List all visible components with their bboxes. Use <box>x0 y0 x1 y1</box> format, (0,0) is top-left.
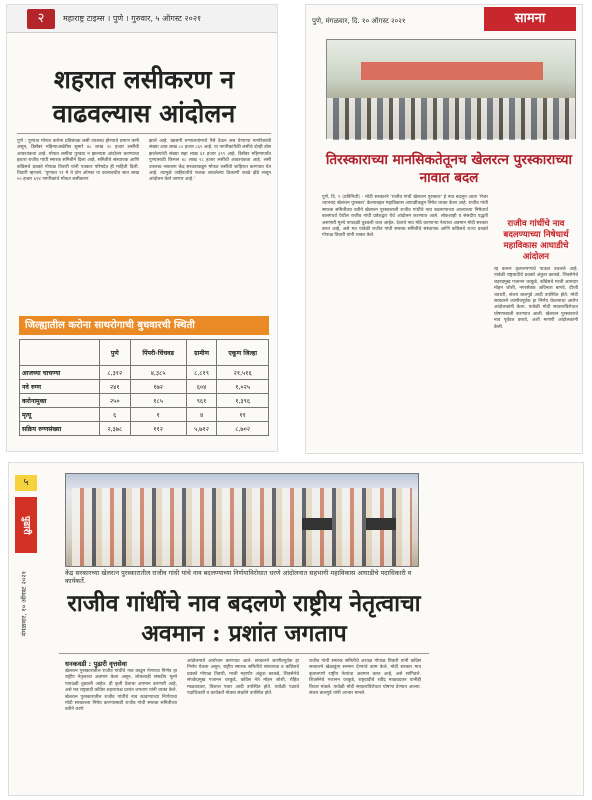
table-cell: ४,३८५ <box>130 366 186 380</box>
table-cell: ११२ <box>130 422 186 436</box>
placard-graphic <box>302 518 332 530</box>
masthead-logo: पुढारी <box>15 497 37 553</box>
article-column-2: रद्द करून कृतघ्नपणाचे पाऊल उचलले आहे. यावेळी राष्ट्रवादीचे प्रवक्ते अंकुश काकडे, शिवसेनेचे शहरप्रमुख गजानन थरकुडे, काँग्रेसचे माजी आमदार मोहन जोशी, नगरसेवक अविनाश बागवे, दीप्ती चवधरी, संजय बालगुडे आदी उपस्थित होते. मोदी सरकारने जाणीवपूर्वक हा निर्णय घेतल्याचा आरोप आंदोलकांनी केला. यावेळी मोदी सरकारविरोधात घोषणाबाजी करण्यात आली. खेलरत्न पुरस्काराचे नाव पूर्ववत करावे, अशी मागणी आंदोलकांनी केली. <box>494 267 578 330</box>
article-column-3: राजीव गांधी स्मारक समितीचे अध्यक्ष गोपाळ तिवारी यांनी काँग्रेस सरकारने खेळाडूंना सन्मान देण्याचे काम केले, मोदी सरकार मात्र कृतघ्नपणे राष्ट्रीय नेत्यांचा अवमान करत आहे, असे सांगितले. शिवसेनेचे गजानन थरकुडे, राष्ट्रवादीचे रवींद्र माळवदकर यांनीही विचार मांडले. यावेळी मोदी सरकारविरोधात घोषणा देण्यात आल्या. संजय बालगुडे यांनी आभार मानले. <box>309 659 421 697</box>
table-cell: २,३७८ <box>100 422 131 436</box>
table-row <box>20 408 269 422</box>
page-number: २ <box>27 9 55 29</box>
table-header-cell <box>20 340 100 366</box>
table-cell: १,०२५ <box>217 380 269 394</box>
table-header-cell: पिंपरी-चिंचवड <box>130 340 186 366</box>
byline: धनकवडी : पुढारी वृत्तसेवा <box>65 660 127 668</box>
table-cell: ५,७१२ <box>186 422 217 436</box>
table-cell: ११ <box>217 408 269 422</box>
table-cell: करोनामुक्त <box>20 394 100 408</box>
side-strip <box>13 473 41 763</box>
table-cell: सक्रिय रुग्णसंख्या <box>20 422 100 436</box>
table-row <box>20 422 269 436</box>
headline: शहरात लसीकरण न वाढवल्यास आंदोलन <box>52 65 236 128</box>
table-cell: ६०४ <box>186 380 217 394</box>
headline: तिरस्काराच्या मानसिकतेतूनच खेलरत्न पुरस्काराच्या नावात बदल <box>325 152 573 186</box>
table-cell: ८,३१२ <box>100 366 131 380</box>
article-column-1: पुणे, दि. ९ (प्रतिनिधी) - मोदी सरकारने 'राजीव गांधी खेलरत्न पुरस्कार' हे नाव बदलून आता 'मेजर ध्यानचंद खेलरत्न पुरस्कार' केल्याबद्दल महाविकास आघाडीकडून निषेध व्यक्त केला आहे. राजीव गांधी स्मारक समितीच्या वतीने खेलरत्न पुरस्काराशी राजीव गांधींचे नाव बदलण्याच्या आल्याच्या निषेधार्थ बालगंधर्व येथील राजीव गांधी प्रवेशद्वार येथे आंदोलन करण्यात आले. लोकशाही व संसदीय पद्धती असणारी मूल्ये पायदळी तुडवली जात आहेत. देशाचे नाव मोठे करणाऱ्या नेत्यांचा अवमान मोदी सरकार करत आहे, असे मत यावेळी राजीव गांधी स्मारक समितीचे संस्थापक आणि काँग्रेसचे राज्य प्रवक्ते गोपाळ तिवारी यांनी व्यक्त केले. <box>322 195 488 239</box>
table-header-row <box>20 340 269 366</box>
table-cell: आजच्या चाचण्या <box>20 366 100 380</box>
table-cell: १,३९६ <box>217 394 269 408</box>
table-cell: ८,८१९ <box>186 366 217 380</box>
newspaper-dateline: महाराष्ट्र टाइम्स । पुणे । गुरुवार, ५ ऑगस्ट २०२१ <box>63 14 202 23</box>
divider <box>17 133 271 134</box>
table-cell: ९६१ <box>186 394 217 408</box>
table-cell: २४१ <box>100 380 131 394</box>
table-cell: नवे रुग्ण <box>20 380 100 394</box>
news-photo <box>65 473 419 567</box>
protest-banner-graphic <box>361 62 543 80</box>
table-cell: ६ <box>100 408 131 422</box>
article-column-1: खेलरत्न पुरस्कारातील राजीव गांधींचे नाव काढून नेण्याचा निर्णय हा राष्ट्रीय नेतृत्वाचा अवमान केला असून, लोकशाही संसदीय मूल्ये पायदळी तुडवली आहेत. ही कृती देशाचा अपमान करणारी आहे, असे मत राष्ट्रवादी काँग्रेस शहराध्यक्ष प्रशांत जगताप यांनी व्यक्त केले. खेलरत्न पुरस्कारातील राजीव गांधींचे नाव काढण्याच्या निर्णयाचा मोदी सरकारला निषेध करण्यासाठी राजीव गांधी स्मारक समितीच्या वतीने धरणे <box>65 669 177 713</box>
table-row <box>20 366 269 380</box>
crowd-graphic <box>327 98 575 140</box>
clipping-pudhari <box>8 462 584 796</box>
table-title: जिल्ह्यातील करोना साथरोगाची बुधवारची स्थिती <box>19 316 269 335</box>
sub-headline: राजीव गांधींचे नाव बदलण्याच्या निषेधार्थ महाविकास आघाडीचे आंदोलन <box>503 219 569 262</box>
headline: राजीव गांधींचे नाव बदलणे राष्ट्रीय नेतृत्वाचा अवमान : प्रशांत जगताप <box>67 590 421 647</box>
masthead-logo: सामना <box>484 7 576 31</box>
newspaper-dateline: पुणे, मंगळवार, दि. १० ऑगस्ट २०२१ <box>312 17 406 25</box>
table-header-cell: एकूण जिल्हा <box>217 340 269 366</box>
article-column-1: पुणे : पुण्यात मोफत करोना प्रतिबंधक लसी उपलब्ध होण्याचे प्रमाण कमी असून, डिसेंबर महिन्याअखेरीस सुमारे ४८ लाख २८ हजार लसींची आवश्यकता आहे. मोफत लसींचा पुरवठा न झाल्यास आंदोलन करण्याचा इशारा राजीव गांधी स्मारक समितीने दिला आहे. समितीचे संस्थापक आणि काँग्रेसचे प्रवक्ते गोपाळ तिवारी यांनी पत्रकार परिषदेत ही माहिती दिली. तिवारी म्हणाले, 'पुण्यात २१ मे ते दोन ऑगस्ट या कालावधीत सात लाख ५० हजार ६९४ नागरिकांचे मोफत लसीकरण <box>17 139 139 183</box>
table-cell: १ <box>130 408 186 422</box>
news-photo <box>326 39 576 139</box>
covid-stats-table <box>19 339 269 436</box>
table-row <box>20 394 269 408</box>
table-header-cell: पुणे <box>100 340 131 366</box>
placard-graphic <box>366 518 396 530</box>
table-cell: २५० <box>100 394 131 408</box>
table-cell: ८,७०२ <box>217 422 269 436</box>
table-row <box>20 380 269 394</box>
crowd-graphic <box>72 488 412 566</box>
clipping-maharashtra-times <box>6 4 278 452</box>
table-cell: १७२ <box>130 380 186 394</box>
photo-caption: केंद्र सरकारच्या खेलरत्न पुरस्कारातील राजीव गांधी यांचे नाव बदलण्याच्या निर्णयाविरोधात धरणे आंदोलनात सहभागी महाविकास आघाडीचे पदाधिकारी व कार्यकर्ते. <box>65 569 412 585</box>
newspaper-header-bar <box>7 5 278 33</box>
newspaper-dateline: मंगळवार, १० ऑगस्ट २०२१ <box>20 571 28 637</box>
clipping-saamana <box>305 4 583 454</box>
table-cell: मृत्यू <box>20 408 100 422</box>
page-number: ५ <box>15 475 37 491</box>
table-header-cell: ग्रामीण <box>186 340 217 366</box>
divider <box>59 653 429 654</box>
table-cell: ४ <box>186 408 217 422</box>
table-cell: २१,५१६ <box>217 366 269 380</box>
table-cell: १८५ <box>130 394 186 408</box>
article-column-2: आंदोलनाचे आयोजन करण्यात आले. सरकारने जाणीवपूर्वक हा निर्णय घेतला असून, राष्ट्रीय स्मारक समितीचे संस्थापक व काँग्रेसचे प्रवक्ते गोपाळ तिवारी, माजी महापौर अंकुश काकडे, शिवसेनेचे संपर्कप्रमुख गजानन थरकुडे, काँग्रेस नेते मोहन जोशी, रोहित माळवदकर, विशाल पवार आदी उपस्थित होते. यावेळी पक्षाचे पदाधिकारी व कार्यकर्ते मोठ्या संख्येने उपस्थित होते. <box>187 659 299 697</box>
article-column-2: झाले आहे. खासगी रुग्णालयांमध्ये पैसे देऊन लस घेणाऱ्या नागरिकांची संख्या आठ लाख ८० हजार ८६२ आहे. या नागरिकांपैकी लसीचे दोन्ही डोस झालेल्यांची संख्या सहा लाख ६१ हजार ३९९ आहे. डिसेंबर महिन्यापर्यंत पुण्यासाठी किमान ४८ लाख २८ हजार लसींची आवश्यकता आहे. लसी उपलब्ध नसताना केंद्र सरकारकडून मोफत लसींची जाहिरात करण्यात येत आहे. त्यामुळे जाहिरातीचे फलक लावलेल्या ठिकाणी काळे झेंडे लावून आंदोलन केले जाणार आहे.' <box>149 139 271 183</box>
